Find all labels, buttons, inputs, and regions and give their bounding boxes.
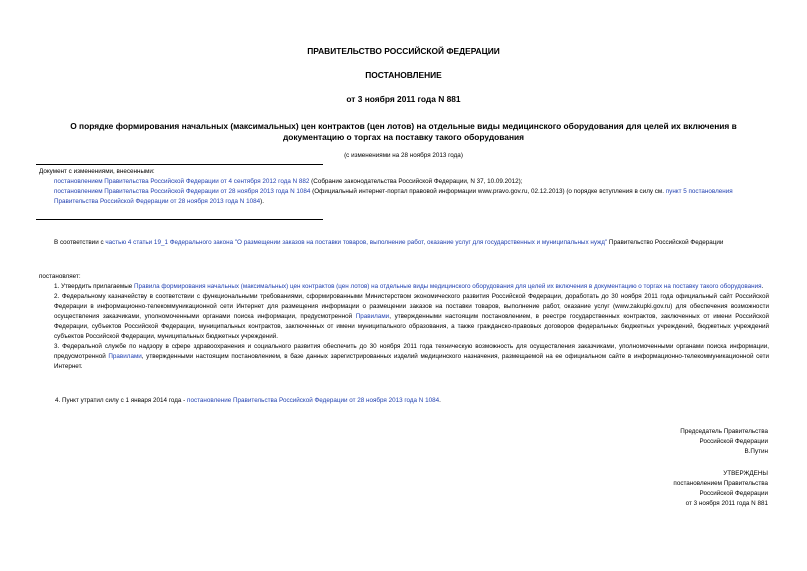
change-item-1 bbox=[39, 177, 764, 187]
point-3 bbox=[39, 342, 769, 372]
signature-block bbox=[680, 427, 768, 457]
point-2-rules-link[interactable]: Правилами bbox=[355, 313, 390, 320]
document-type-heading: ПОСТАНОВЛЕНИЕ bbox=[365, 70, 442, 80]
basis-prefix: В соответствии с bbox=[54, 239, 106, 246]
point-4-end: . bbox=[439, 397, 441, 404]
change-link-2012-882[interactable]: постановлением Правительства Российской Федерации от 4 сентября 2012 года N 882 bbox=[54, 178, 310, 185]
signature-line-3: В.Путин bbox=[744, 448, 768, 455]
basis-law-link[interactable]: частью 4 статьи 19_1 Федерального закона "О размещении заказов на поставки товаров, выполнение работ, оказание услуг для государственных и муниципальных нужд" bbox=[105, 239, 608, 246]
approved-line-3: Российской Федерации bbox=[699, 490, 768, 497]
signature-line-2: Российской Федерации bbox=[699, 438, 768, 445]
approved-block bbox=[673, 469, 768, 509]
change-item-2-end: ). bbox=[260, 198, 264, 205]
decree-word: постановляет: bbox=[39, 273, 81, 280]
signature-line-1: Председатель Правительства bbox=[680, 428, 768, 435]
document-status: (с изменениями на 28 ноября 2013 года) bbox=[344, 152, 463, 159]
approved-line-4: от 3 ноября 2011 года N 881 bbox=[685, 500, 768, 507]
approved-line-2: постановлением Правительства bbox=[673, 480, 768, 487]
document-title: О порядке формирования начальных (максимальных) цен контрактов (цен лотов) на отдельные виды медицинского оборудования для целей их включения в документацию о торгах на поставку такого оборудования bbox=[70, 121, 737, 142]
change-item-2 bbox=[39, 187, 764, 207]
changes-block bbox=[39, 167, 764, 207]
change-item-2-text: (Официальный интернет-портал правовой информации www.pravo.gov.ru, 02.12.2013) (о порядке вступления в силу см. bbox=[310, 188, 666, 195]
divider-top bbox=[36, 164, 323, 165]
point-4 bbox=[55, 396, 441, 406]
point-2-suffix: , утвержденными настоящим постановлением, в реестре государственных контрактов, заключенных от имени Российской Федерации, субъектов Российской Федерации, муниципальных контрактов, заключенных от имени муниципального образования, а также гражданско-правовых договоров федеральных бюджетных учреждений, бюджетных учреждений субъектов Российской Федерации, муниципальных бюджетных учреждений. bbox=[54, 313, 769, 340]
legal-basis-paragraph bbox=[39, 238, 769, 248]
change-link-2013-1084[interactable]: постановлением Правительства Российской Федерации от 28 ноября 2013 года N 1084 bbox=[54, 188, 311, 195]
rules-link[interactable]: Правила формирования начальных (максимальных) цен контрактов (цен лотов) на отдельные виды медицинского оборудования для целей их включения в документацию о торгах на поставку такого оборудования bbox=[134, 283, 762, 290]
point-3-prefix: 3. Федеральной службе по надзору в сфере здравоохранения и социального развития обеспечить до 30 ноября 2011 года техническую возможность для осуществления заказчиками, уполномоченными органами поиска информации, предусмотренной bbox=[54, 343, 769, 360]
document-date-number: от 3 ноября 2011 года N 881 bbox=[346, 94, 461, 104]
point-1-prefix: 1. Утвердить прилагаемые bbox=[54, 283, 134, 290]
government-heading: ПРАВИТЕЛЬСТВО РОССИЙСКОЙ ФЕДЕРАЦИИ bbox=[307, 46, 500, 56]
point-4-prefix: 4. Пункт утратил силу с 1 января 2014 года - bbox=[55, 397, 188, 404]
point-3-suffix: , утвержденными настоящим постановлением, в базе данных зарегистрированных изделий медицинского назначения, размещаемой на ее официальном сайте в информационно-телекоммуникационной сети Интернет. bbox=[54, 353, 769, 370]
point-4-link[interactable]: постановление Правительства Российской Федерации от 28 ноября 2013 года N 1084 bbox=[187, 397, 440, 404]
point-2-prefix: 2. Федеральному казначейству в соответствии с функциональными требованиями, сформированными Министерством экономического развития Российской Федерации, доработать до 30 ноября 2011 года официальный сайт Российской Федерации в информационно-телекоммуникационной сети Интернет для размещения информации о размещении заказов на поставки товаров, выполнение работ, оказание услуг (www.zakupki.gov.ru) для обеспечения возможности осуществления заказчиками, уполномоченными органами поиска информации, предусмотренной bbox=[54, 293, 769, 320]
approved-line-1: УТВЕРЖДЕНЫ bbox=[723, 470, 768, 477]
point-3-rules-link[interactable]: Правилами bbox=[108, 353, 142, 360]
basis-suffix: Правительство Российской Федерации bbox=[607, 239, 724, 246]
decree-points bbox=[39, 282, 769, 372]
change-item-1-text: (Собрание законодательства Российской Федерации, N 37, 10.09.2012); bbox=[309, 178, 523, 185]
point-2 bbox=[39, 292, 769, 342]
divider-bottom bbox=[36, 219, 323, 220]
point-1-end: . bbox=[761, 283, 764, 290]
change-link-point-5[interactable]: пункт 5 постановления Правительства Российской Федерации от 28 ноября 2013 года N 1084 bbox=[54, 188, 733, 205]
point-1 bbox=[39, 282, 769, 292]
changes-intro: Документ с изменениями, внесенными: bbox=[39, 168, 155, 175]
